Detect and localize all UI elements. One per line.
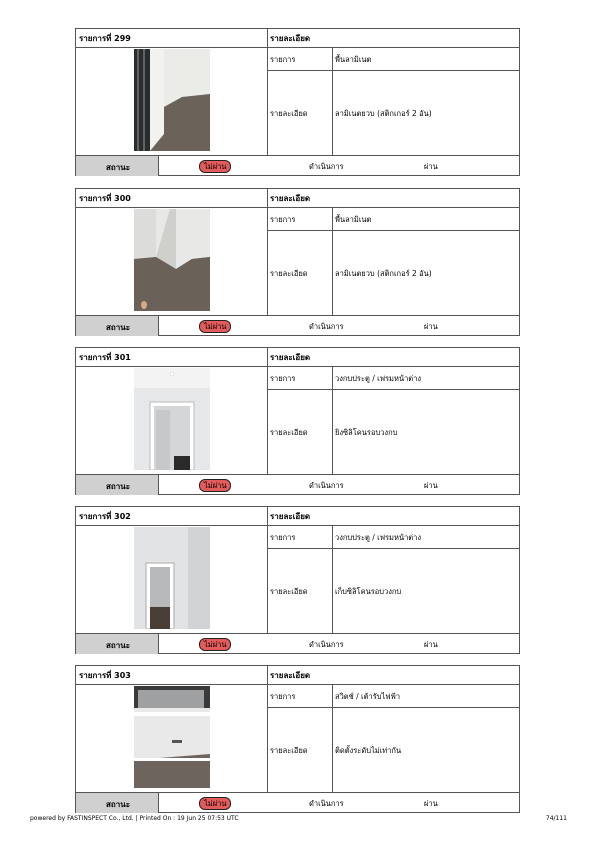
- status-in-progress[interactable]: ดำเนินการ: [309, 322, 344, 331]
- status-row: [76, 315, 519, 336]
- inspection-photo[interactable]: [134, 527, 210, 629]
- item-title: รายการที่ 303: [79, 671, 131, 680]
- item-header: [76, 29, 519, 48]
- status-label: สถานะ: [106, 800, 130, 809]
- detail-label: รายละเอียด: [270, 587, 308, 596]
- category-label: รายการ: [270, 374, 296, 383]
- inspection-photo[interactable]: [134, 49, 210, 151]
- status-pass[interactable]: ผ่าน: [424, 799, 438, 808]
- status-in-progress[interactable]: ดำเนินการ: [309, 162, 344, 171]
- item-title: รายการที่ 299: [79, 34, 131, 43]
- status-pass[interactable]: ผ่าน: [424, 640, 438, 649]
- detail-value: ลามิเนตยวบ (สติกเกอร์ 2 อัน): [335, 269, 432, 278]
- status-fail-badge[interactable]: ไม่ผ่าน: [199, 320, 231, 333]
- inspection-photo[interactable]: [134, 209, 210, 311]
- status-pass[interactable]: ผ่าน: [424, 322, 438, 331]
- status-in-progress[interactable]: ดำเนินการ: [309, 640, 344, 649]
- item-header: [76, 507, 519, 526]
- status-row: [76, 633, 519, 654]
- inspection-item: [75, 188, 520, 336]
- category-value: สวิตช์ / เต้ารับไฟฟ้า: [335, 692, 401, 701]
- status-label: สถานะ: [106, 641, 130, 650]
- inspection-photo[interactable]: [134, 686, 210, 788]
- item-header: [76, 348, 519, 367]
- category-label: รายการ: [270, 692, 296, 701]
- item-header: [76, 189, 519, 208]
- item-header: [76, 666, 519, 685]
- status-in-progress[interactable]: ดำเนินการ: [309, 481, 344, 490]
- inspection-item: [75, 506, 520, 654]
- item-title: รายการที่ 300: [79, 194, 131, 203]
- category-label: รายการ: [270, 533, 296, 542]
- inspection-photo[interactable]: [134, 368, 210, 470]
- item-title: รายการที่ 301: [79, 353, 131, 362]
- footer-printed-info: powered by FASTINSPECT Co., Ltd. | Printed On : 19 Jun 25 07:53 UTC: [30, 815, 239, 822]
- detail-label: รายละเอียด: [270, 269, 308, 278]
- category-value: วงกบประตู / เฟรมหน้าต่าง: [335, 533, 422, 542]
- status-fail-badge[interactable]: ไม่ผ่าน: [199, 479, 231, 492]
- status-label: สถานะ: [106, 323, 130, 332]
- status-label: สถานะ: [106, 482, 130, 491]
- inspection-item: [75, 665, 520, 813]
- status-pass[interactable]: ผ่าน: [424, 162, 438, 171]
- status-row: [76, 792, 519, 813]
- category-value: วงกบประตู / เฟรมหน้าต่าง: [335, 374, 422, 383]
- status-pass[interactable]: ผ่าน: [424, 481, 438, 490]
- detail-header-label: รายละเอียด: [270, 353, 311, 362]
- inspection-item: [75, 347, 520, 495]
- item-title: รายการที่ 302: [79, 512, 131, 521]
- category-value: พื้นลามิเนต: [335, 215, 372, 224]
- status-fail-badge[interactable]: ไม่ผ่าน: [199, 638, 231, 651]
- status-row: [76, 474, 519, 495]
- page-number: 74/111: [545, 815, 567, 822]
- detail-header-label: รายละเอียด: [270, 512, 311, 521]
- detail-label: รายละเอียด: [270, 109, 308, 118]
- status-label: สถานะ: [106, 163, 130, 172]
- detail-value: ติดตั้งระดับไม่เท่ากัน: [335, 746, 402, 755]
- detail-header-label: รายละเอียด: [270, 34, 311, 43]
- inspection-item: [75, 28, 520, 176]
- category-label: รายการ: [270, 215, 296, 224]
- category-value: พื้นลามิเนต: [335, 55, 372, 64]
- detail-label: รายละเอียด: [270, 428, 308, 437]
- status-fail-badge[interactable]: ไม่ผ่าน: [199, 160, 231, 173]
- status-in-progress[interactable]: ดำเนินการ: [309, 799, 344, 808]
- detail-label: รายละเอียด: [270, 746, 308, 755]
- status-fail-badge[interactable]: ไม่ผ่าน: [199, 797, 231, 810]
- detail-value: ยิงซิลิโคนรอบวงกบ: [335, 428, 398, 437]
- detail-header-label: รายละเอียด: [270, 671, 311, 680]
- detail-value: เก็บซิลิโคนรอบวงกบ: [335, 587, 402, 596]
- detail-value: ลามิเนตยวบ (สติกเกอร์ 2 อัน): [335, 109, 432, 118]
- detail-header-label: รายละเอียด: [270, 194, 311, 203]
- category-label: รายการ: [270, 55, 296, 64]
- status-row: [76, 155, 519, 176]
